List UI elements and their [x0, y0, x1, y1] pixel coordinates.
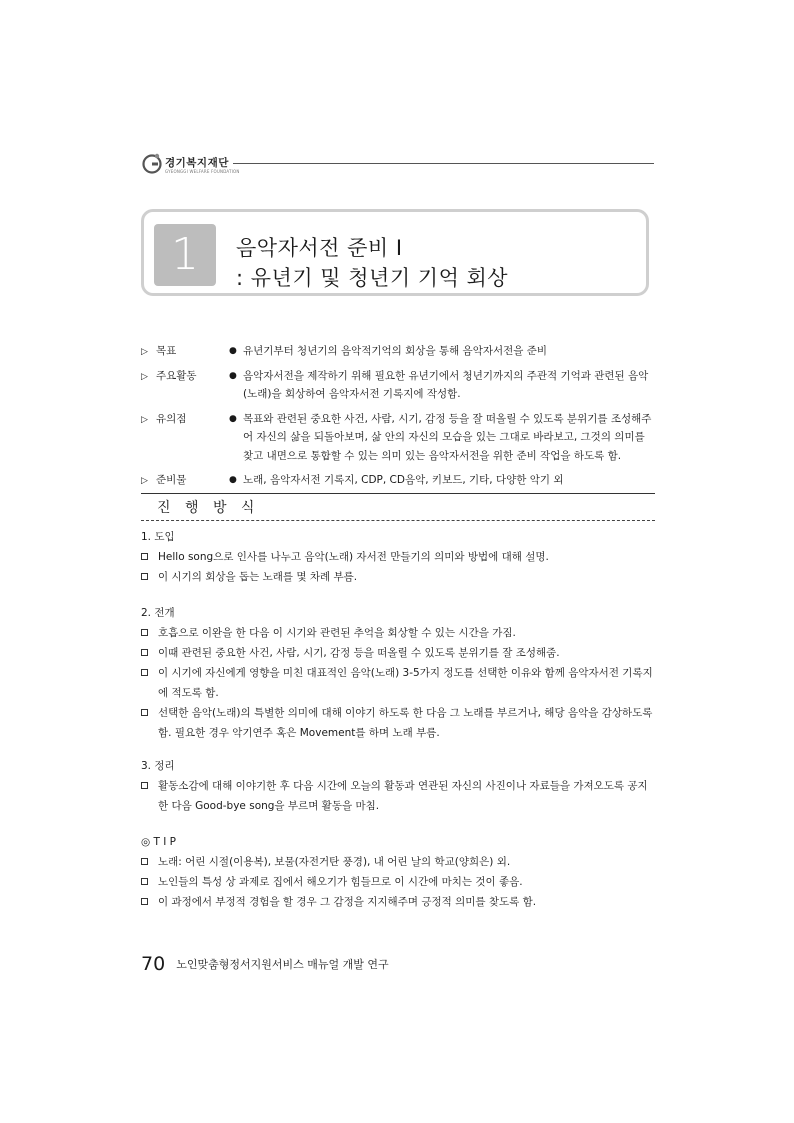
dot-bullet-icon: ● — [229, 346, 237, 356]
checkbox-square-icon — [141, 878, 148, 885]
checkbox-square-icon — [141, 782, 148, 789]
step-heading: 2. 전개 — [141, 607, 175, 619]
list-item: 이 시기에 자신에게 영향을 미친 대표적인 음악(노래) 3-5가지 정도를 선택한 이유와 함께 음악자서전 기록지에 적도록 함. — [141, 663, 657, 703]
session-overview — [141, 342, 656, 496]
step-development — [141, 603, 657, 743]
session-title-line-2: : 유년기 및 청년기 기억 회상 — [236, 266, 509, 290]
page-footer — [141, 953, 389, 975]
checkbox-square-icon — [141, 669, 148, 676]
list-item: 노인들의 특성 상 과제로 집에서 해오기가 힘들므로 이 시간에 마치는 것이 좋음. — [141, 872, 657, 892]
list-item: 이 시기의 회상을 돕는 노래를 몇 차례 부름. — [141, 567, 657, 587]
triangle-bullet-icon: ▷ — [141, 414, 148, 425]
info-row-goal — [141, 342, 656, 361]
triangle-bullet-icon: ▷ — [141, 476, 148, 486]
list-item: 이 과정에서 부정적 경험을 할 경우 그 감정을 지지해주며 긍정적 의미를 찾도록 함. — [141, 892, 657, 912]
page-number: 70 — [141, 953, 166, 975]
section-dotted-rule — [141, 520, 655, 521]
list-item: 이때 관련된 중요한 사건, 사람, 시기, 감정 등을 떠올릴 수 있도록 분위기를 잘 조성해줌. — [141, 643, 657, 663]
header-divider — [233, 163, 654, 164]
list-item: 호흡으로 이완을 한 다음 이 시기와 관련된 추억을 회상할 수 있는 시간을 가짐. — [141, 623, 657, 643]
checkbox-square-icon — [141, 898, 148, 905]
info-label: 준비물 — [156, 474, 187, 486]
logo-text: 경기복지재단 — [165, 157, 229, 169]
document-header — [141, 150, 654, 180]
session-title-box — [141, 209, 649, 296]
list-item: Hello song으로 인사를 나누고 음악(노래) 자서전 만들기의 의미와 방법에 대해 설명. — [141, 547, 657, 567]
checkbox-square-icon — [141, 629, 148, 636]
section-top-rule — [141, 493, 655, 494]
tip-section — [141, 832, 657, 912]
list-item: 활동소감에 대해 이야기한 후 다음 시간에 오늘의 활동과 연관된 자신의 사진이나 자료들을 가져오도록 공지한 다음 Good-bye song을 부르며 활동을 마침. — [141, 776, 657, 816]
info-label: 주요활동 — [156, 369, 197, 382]
session-number: 1 — [154, 224, 216, 286]
section-title: 진 행 방 식 — [157, 500, 260, 516]
triangle-bullet-icon: ▷ — [141, 347, 148, 357]
checkbox-square-icon — [141, 858, 148, 865]
step-heading: 3. 정리 — [141, 760, 175, 772]
info-row-notes — [141, 410, 656, 466]
info-label: 유의점 — [156, 412, 187, 425]
info-row-materials — [141, 471, 656, 490]
info-text: 유년기부터 청년기의 음악적기억의 회상을 통해 음악자서전을 준비 — [243, 345, 548, 357]
session-title-line-1: 음악자서전 준비 Ⅰ — [236, 236, 403, 260]
checkbox-square-icon — [141, 573, 148, 580]
dot-bullet-icon: ● — [229, 413, 237, 424]
triangle-bullet-icon: ▷ — [141, 371, 148, 382]
foundation-logo-icon — [141, 152, 163, 174]
footer-title: 노인맞춤형정서지원서비스 매뉴얼 개발 연구 — [176, 958, 389, 971]
step-closing — [141, 756, 657, 816]
dot-bullet-icon: ● — [229, 475, 237, 485]
info-text: 목표와 관련된 중요한 사건, 사람, 시기, 감정 등을 잘 떠올릴 수 있도록 분위기를 조성해주어 자신의 삶을 되돌아보며, 삶 안의 자신의 모습을 있는 그대로 바라보고, 그것의 의미를 찾고 내면으로 통합할 수 있는 의미 있는 음악자서전을 위한 준비 작업을 하도록 함. — [243, 412, 652, 462]
dot-bullet-icon: ● — [229, 370, 237, 381]
info-label: 목표 — [156, 345, 177, 357]
checkbox-square-icon — [141, 649, 148, 656]
info-text: 노래, 음악자서전 기록지, CDP, CD음악, 키보드, 기타, 다양한 악기 외 — [243, 474, 564, 486]
step-heading: 1. 도입 — [141, 531, 175, 543]
info-text: 음악자서전을 제작하기 위해 필요한 유년기에서 청년기까지의 주관적 기억과 관련된 음악(노래)을 회상하여 음악자서전 기록지에 작성함. — [243, 369, 649, 400]
checkbox-square-icon — [141, 553, 148, 560]
list-item: 노래: 어린 시절(이용복), 보물(자전거탄 풍경), 내 어린 날의 학교(양희은) 외. — [141, 852, 657, 872]
checkbox-square-icon — [141, 709, 148, 716]
logo-subtext: GYEONGGI WELFARE FOUNDATION — [165, 169, 240, 174]
tip-heading: ◎ T I P — [141, 836, 177, 848]
info-row-main-activity — [141, 367, 656, 404]
step-intro — [141, 527, 657, 587]
list-item: 선택한 음악(노래)의 특별한 의미에 대해 이야기 하도록 한 다음 그 노래를 부르거나, 해당 음악을 감상하도록 함. 필요한 경우 악기연주 혹은 Movement를 하며 노래 부름. — [141, 703, 657, 743]
